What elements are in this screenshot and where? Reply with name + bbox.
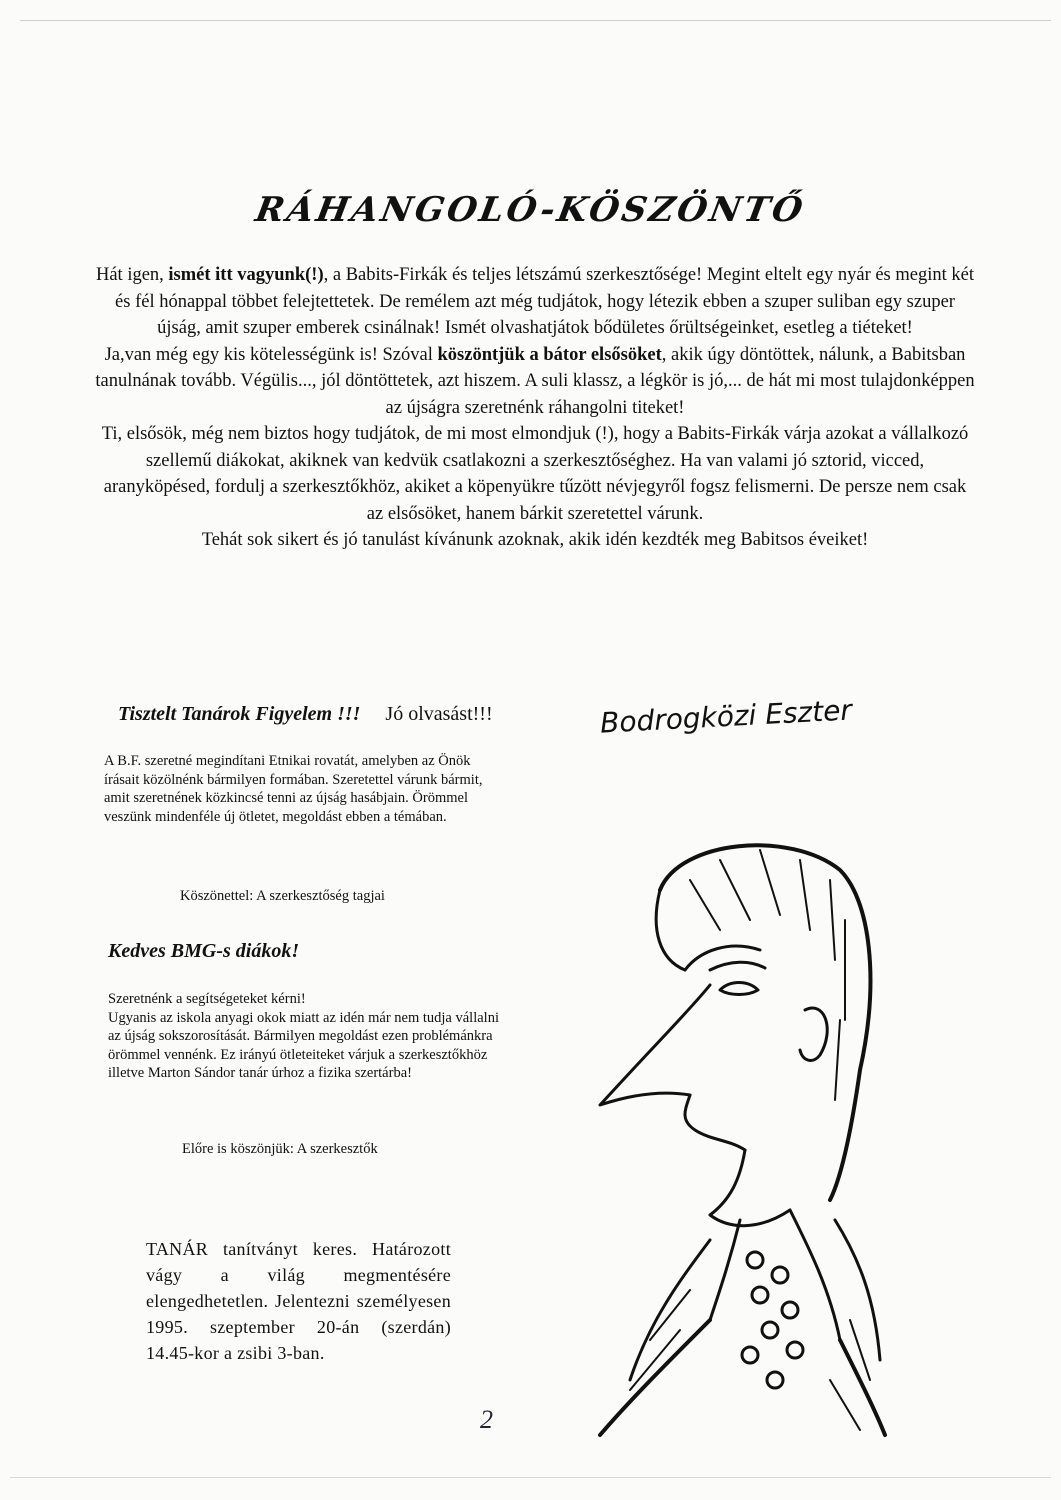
intro-bold-text: ismét itt vagyunk(!): [168, 265, 324, 285]
teacher-ad: TANÁR tanítványt keres. Határozott vágy a világ megmentésére elengedhetetlen. Jelentezni személyesen 1995. szeptember 20-án (szerdán) 14.45-kor a zsibi 3-ban.: [146, 1239, 451, 1363]
page-headline: RÁHANGOLÓ-KÖSZÖNTŐ: [252, 190, 809, 230]
intro-bold-text: köszöntjük a bátor elsősöket: [437, 344, 662, 365]
students-notice-line1: Szeretnénk a segítségeteket kérni!: [108, 991, 306, 1007]
intro-text: , akik úgy döntöttek, nálunk, a Babitsban tanulnának tovább. Végülis..., jól döntöttetek, azt hiszem. A suli klassz, a légkör is jó,... de hát mi most tulajdonképpen az újságra szeretnénk ráhangolni titeket!: [95, 344, 975, 418]
caricature-portrait-icon: [590, 820, 890, 1440]
students-notice-sign: Előre is köszönjük: A szerkesztők: [182, 1141, 378, 1157]
intro-text: Ja,van még egy kis kötelességünk is! Szóval: [104, 344, 433, 365]
page-edge-bottom: [10, 1477, 1051, 1478]
page-edge-top: [20, 20, 1051, 21]
intro-text: , a Babits-Firkák és teljes létszámú szerkesztősége! Megint eltelt egy nyár és megint két és fél hónappal többet felejtettetek. De remélem azt még tudjátok, hogy létezik ebben a szuper suliban egy szuper újság, amit szuper emberek csinálnak! Ismét olvashatjátok bődületes őrültségeinket, esetleg a tiéteket!: [115, 265, 974, 338]
teachers-notice-body: A B.F. szeretné megindítani Etnikai rovatát, amelyben az Önök írásait közölnénk bármilyen formában. Szeretettel várunk bármit, amit szeretnének közkincsé tenni az újság hasábjain. Örömmel veszünk mindenféle új ötletet, megoldást ebben a témában.: [104, 753, 483, 825]
intro-paragraph-2: [95, 342, 975, 422]
teachers-notice-title: [118, 703, 493, 726]
intro-text: Hát igen,: [95, 265, 164, 285]
intro-paragraph-1: [95, 262, 975, 342]
students-notice-text: Ugyanis az iskola anyagi okok miatt az idén már nem tudja vállalni az újság sokszorosítását. Bármilyen megoldást ezen problémánkra örömmel vennénk. Ez irányú ötleteiteket várjuk a szerkesztőkhöz illetve Marton Sándor tanár úrhoz a fizika szertárba!: [108, 1009, 499, 1081]
intro-paragraph-3: Ti, elsősök, még nem biztos hogy tudjátok, de mi most elmondjuk (!), hogy a Babits-Firkák várja azokat a vállalkozó szellemű diákokat, akiknek van kedvük csatlakozni a szerkesztőséghez. Ha van valami jó sztorid, vicced, aranyköpésed, fordulj a szerkesztőkhöz, akiket a köpenyükre tűzött névjegyről fogsz felismerni. De persze nem csak az elsősöket, hanem bárkit szeretettel várunk.: [101, 424, 969, 524]
students-notice-title: Kedves BMG-s diákok!: [108, 940, 300, 962]
teachers-notice-sign: Köszönettel: A szerkesztőség tagjai: [180, 888, 385, 904]
intro-article: [95, 262, 975, 554]
handwritten-signature: Bodrogközi Eszter: [599, 693, 853, 740]
page-number: 2: [480, 1405, 493, 1434]
teachers-greeting: Jó olvasást!!!: [385, 703, 493, 725]
students-notice-body: [108, 990, 508, 1083]
intro-paragraph-4: Tehát sok sikert és jó tanulást kívánunk azoknak, akik idén kezdték meg Babitsos éveiket!: [201, 530, 869, 550]
teachers-title-text: Tisztelt Tanárok Figyelem !!!: [118, 703, 361, 725]
